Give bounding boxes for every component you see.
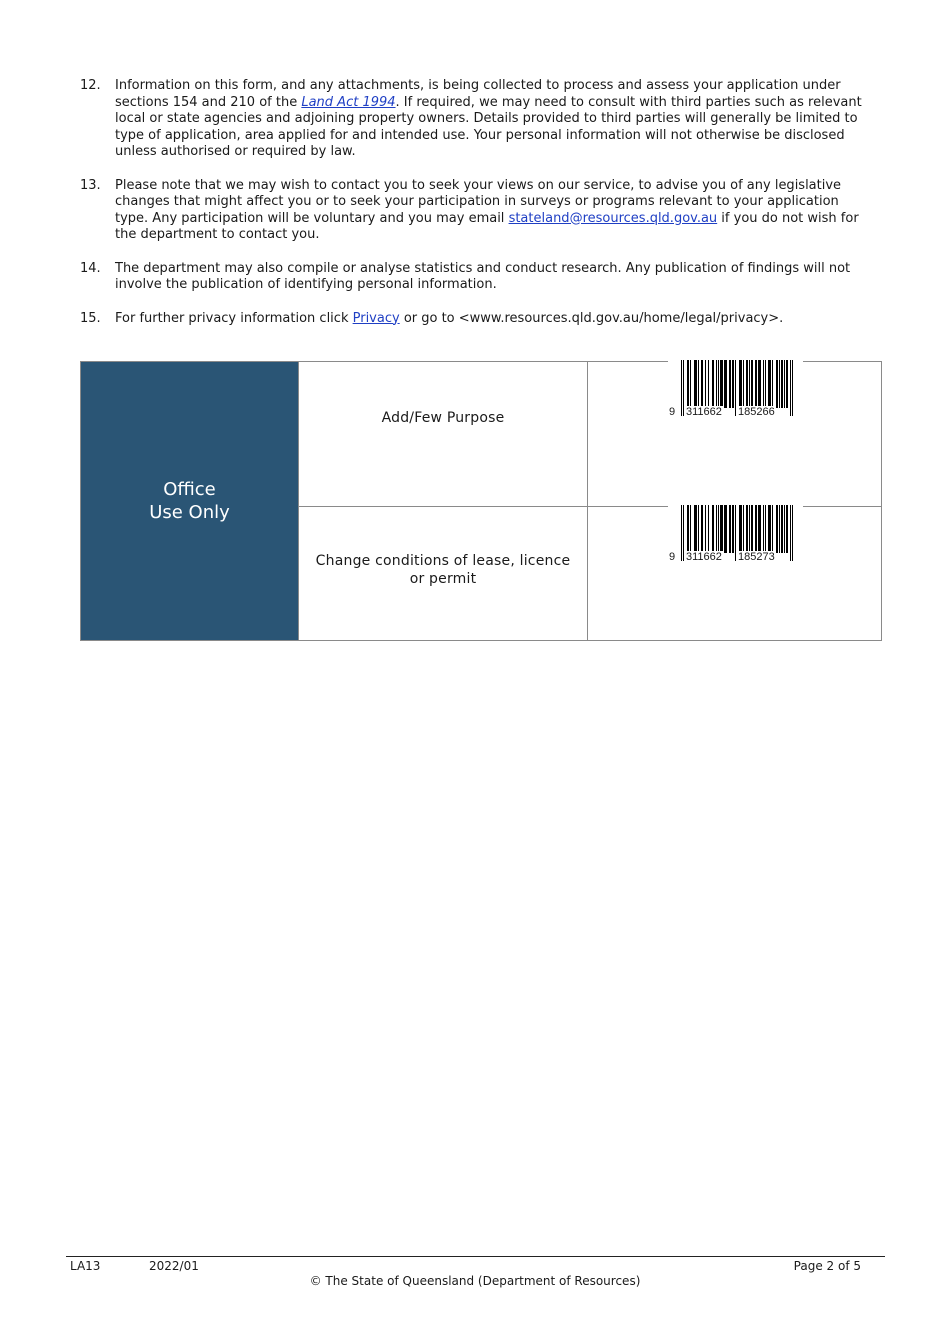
barcode-bar — [749, 505, 750, 553]
barcode-bar — [726, 505, 727, 553]
barcode-bar — [779, 360, 780, 408]
barcode-bar — [777, 505, 778, 553]
barcode-bar — [765, 505, 766, 553]
barcode-bar — [733, 505, 734, 553]
barcode-bar — [708, 505, 709, 553]
barcode-bar — [760, 505, 761, 553]
copyright: © The State of Queensland (Department of Resources) — [309, 1274, 641, 1288]
barcode-bar — [708, 360, 709, 408]
note-text-part: For further privacy information click — [115, 310, 353, 326]
barcode-bar — [696, 505, 697, 553]
barcode-bar — [681, 505, 682, 561]
barcode-bar — [726, 360, 727, 408]
note-text-part: . If required, we may need to consult with third parties such as relevant local or state agencies and adjoining property owners. Details provided to third parties will generally be limited to type of application, area applied for and intended use. Your personal information will not otherwise be disclosed unless authorised or required by law. — [115, 94, 862, 159]
barcode-bar — [741, 505, 742, 553]
barcode-bar — [756, 360, 757, 408]
barcode-bar — [770, 360, 771, 408]
note-13 — [80, 178, 870, 244]
barcode-left-digits: 311662 — [686, 551, 722, 563]
note-text — [115, 311, 870, 328]
barcode-bar — [729, 360, 730, 408]
barcode-bar — [705, 505, 706, 553]
barcode-bar — [784, 360, 785, 408]
page-number: Page 2 of 5 — [793, 1259, 861, 1273]
barcode-bar — [763, 360, 764, 408]
barcode-bar — [733, 360, 734, 408]
note-14 — [80, 261, 870, 294]
note-number: 15. — [80, 310, 101, 326]
privacy-link[interactable]: Privacy — [352, 310, 400, 326]
barcode-bar — [702, 360, 703, 408]
land-act-link[interactable]: Land Act 1994 — [301, 94, 396, 110]
barcode-bar — [696, 360, 697, 408]
barcode-bar — [713, 505, 714, 553]
note-number: 12. — [80, 78, 101, 93]
barcode-bar — [749, 360, 750, 408]
note-text-part: Please note that we may wish to contact you to seek your views on our service, to advise you of any legislative changes that might affect you or to seek your participation in surveys or programs relevant to your application type. Any participation will be voluntary and you may email — [115, 177, 842, 226]
barcode-bar — [792, 505, 793, 561]
note-text: The department may also compile or analyse statistics and conduct research. Any publication of findings will not involve the publication of identifying personal information. — [115, 260, 851, 292]
barcode-bar — [698, 505, 699, 553]
barcode-bar — [743, 505, 744, 553]
barcode-bar — [743, 360, 744, 408]
barcode-bar — [688, 360, 689, 408]
form-code: LA13 — [70, 1259, 101, 1273]
barcode-bar — [741, 360, 742, 408]
privacy-notes — [80, 78, 870, 344]
barcode-cell — [587, 507, 881, 640]
barcode-left-digits: 311662 — [686, 406, 722, 418]
barcode-bar — [688, 505, 689, 553]
barcode-cell — [587, 362, 881, 507]
barcode-bar — [756, 505, 757, 553]
barcode-right-digits: 185266 — [738, 406, 775, 418]
barcode-bar — [760, 360, 761, 408]
barcode-bar — [747, 360, 748, 408]
barcode-bar — [747, 505, 748, 553]
barcode-bar — [716, 505, 717, 553]
barcode-bar — [721, 505, 722, 553]
barcode-first-digit: 9 — [669, 406, 676, 418]
barcode-bar — [772, 505, 773, 553]
barcode-bar — [718, 360, 719, 408]
note-number: 14. — [80, 260, 101, 276]
barcode-change-conditions — [668, 505, 803, 567]
barcode-bar — [690, 360, 691, 408]
note-15 — [80, 311, 870, 328]
office-label-line2: Use Only — [149, 502, 230, 523]
barcode-bar — [721, 360, 722, 408]
note-text-part: or go to <www.resources.qld.gov.au/home/legal/privacy>. — [399, 310, 784, 326]
form-version: 2022/01 — [149, 1259, 199, 1273]
barcode-bar — [772, 360, 773, 408]
barcode-bar — [713, 360, 714, 408]
note-number: 13. — [80, 177, 101, 193]
note-text-part: if you do not wish for the department to contact you. — [115, 210, 859, 242]
barcode-bar — [681, 360, 682, 416]
barcode-bar — [729, 505, 730, 553]
barcode-bar — [702, 505, 703, 553]
barcode-bar — [770, 505, 771, 553]
barcode-bar — [751, 505, 752, 553]
barcode-bar — [790, 505, 791, 561]
purpose-change-conditions: Change conditions of lease, licence or permit — [298, 507, 587, 640]
barcode-bar — [781, 360, 782, 408]
office-use-table — [80, 361, 882, 641]
barcode-bar — [751, 360, 752, 408]
barcode-bar — [790, 360, 791, 416]
barcode-bar — [698, 360, 699, 408]
office-label-line1: Office — [163, 479, 216, 500]
barcode-right-digits: 185273 — [738, 551, 775, 563]
barcode-bar — [779, 505, 780, 553]
barcode-bar — [787, 360, 788, 408]
barcode-add-few — [668, 360, 803, 422]
barcode-bar — [777, 360, 778, 408]
barcode-bar — [792, 360, 793, 416]
purpose-add-few: Add/Few Purpose — [298, 362, 587, 507]
barcode-bar — [690, 505, 691, 553]
note-text-part: Information on this form, and any attachments, is being collected to process and assess your application under sections 154 and 210 of the — [115, 78, 841, 110]
note-text — [115, 78, 870, 161]
office-use-only-label — [81, 362, 298, 640]
barcode-first-digit: 9 — [669, 551, 676, 563]
footer-divider — [66, 1256, 885, 1257]
barcode-bar — [784, 505, 785, 553]
stateland-email-link[interactable]: stateland@resources.qld.gov.au — [508, 210, 718, 226]
barcode-bar — [763, 505, 764, 553]
note-text — [115, 178, 870, 244]
barcode-bar — [705, 360, 706, 408]
barcode-bar — [781, 505, 782, 553]
barcode-bar — [718, 505, 719, 553]
barcode-bar — [716, 360, 717, 408]
barcode-bar — [765, 360, 766, 408]
barcode-bar — [787, 505, 788, 553]
note-12 — [80, 78, 870, 161]
